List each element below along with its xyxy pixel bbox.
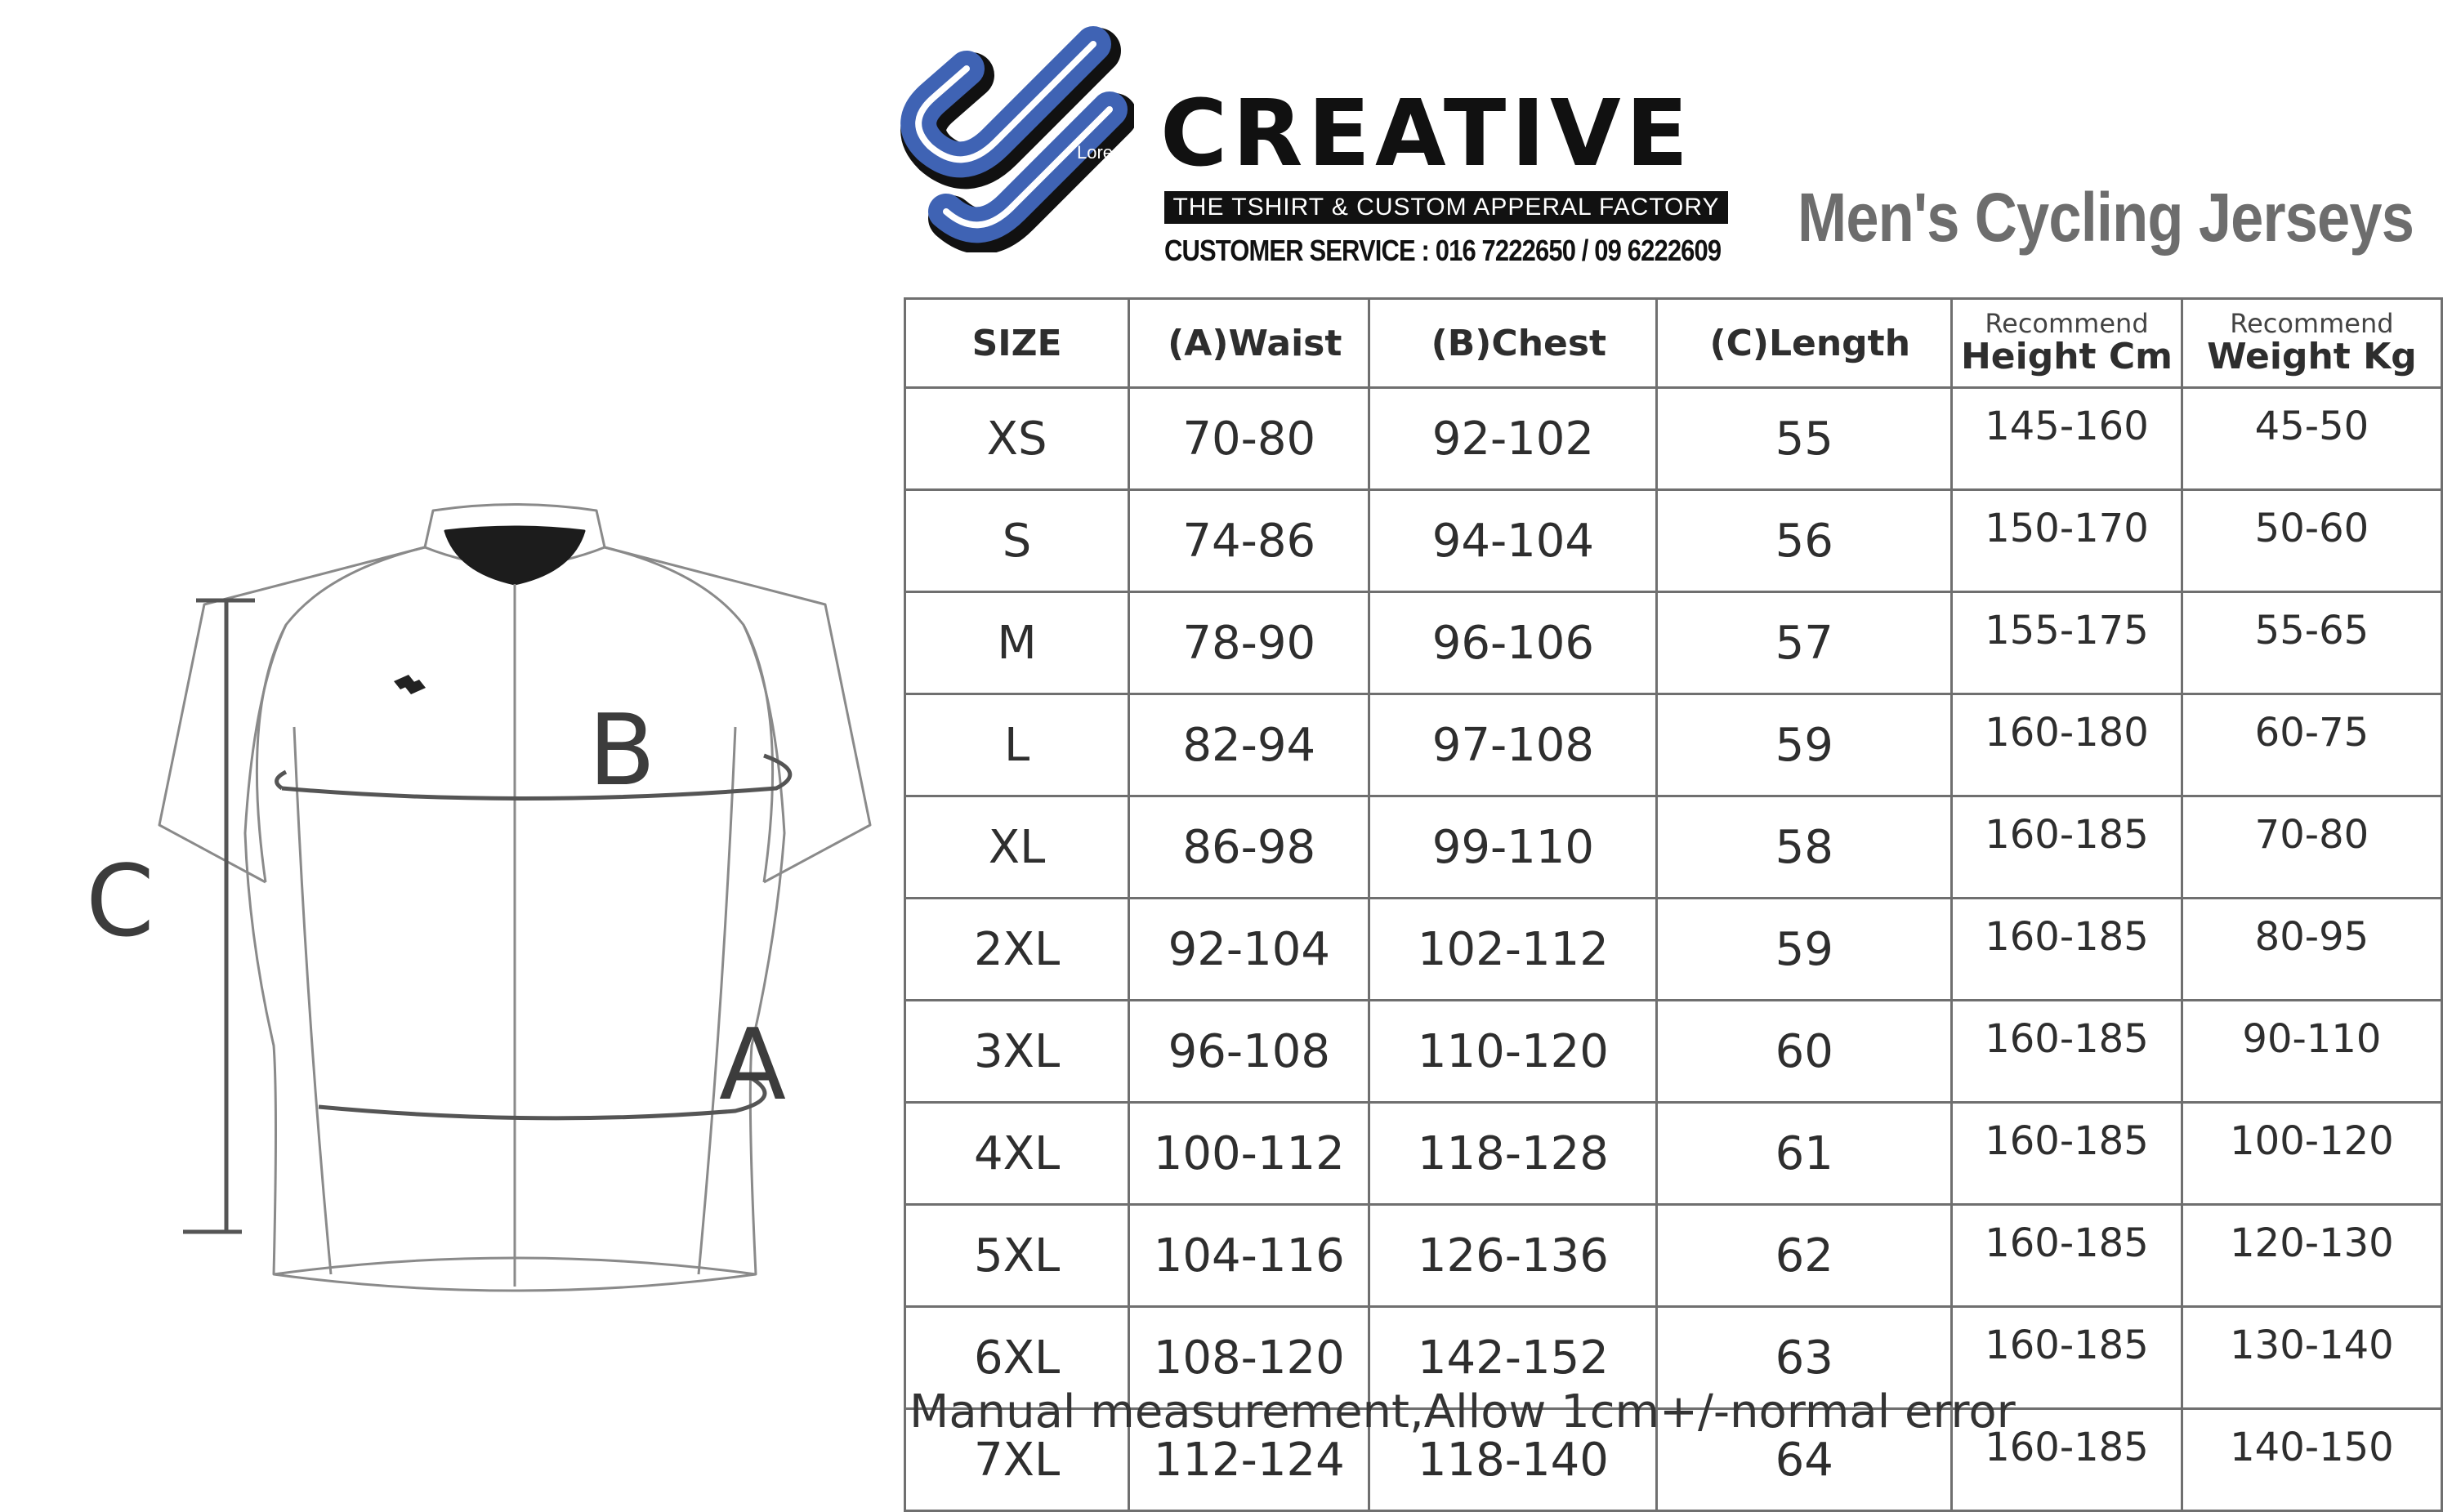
cell-size: 2XL <box>905 899 1129 1001</box>
header-height-sub: Recommend <box>1985 308 2149 340</box>
jersey-logo-icon <box>394 675 426 694</box>
cell-chest: 110-120 <box>1369 1001 1657 1103</box>
cell-size: 4XL <box>905 1103 1129 1205</box>
cell-length: 57 <box>1657 592 1952 694</box>
cell-weight: 130-140 <box>2182 1307 2441 1409</box>
table-header-row <box>905 299 2442 388</box>
header-chest: (B)Chest <box>1369 299 1657 388</box>
cell-size: 7XL <box>905 1409 1129 1511</box>
header-height <box>1952 299 2182 388</box>
cell-waist: 96-108 <box>1129 1001 1369 1103</box>
page-title: Men's Cycling Jerseys <box>1798 179 2414 256</box>
cell-length: 55 <box>1657 388 1952 490</box>
cell-size: 3XL <box>905 1001 1129 1103</box>
header-weight <box>2182 299 2441 388</box>
cell-length: 56 <box>1657 490 1952 592</box>
cell-height: 150-170 <box>1952 490 2182 592</box>
table-row <box>905 796 2442 899</box>
cell-height: 160-185 <box>1952 1307 2182 1409</box>
cell-weight: 55-65 <box>2182 592 2441 694</box>
cell-size: 6XL <box>905 1307 1129 1409</box>
brand-tagline: THE TSHIRT & CUSTOM APPERAL FACTORY <box>1164 191 1728 224</box>
cell-size: 5XL <box>905 1205 1129 1307</box>
jersey-diagram <box>82 482 907 1299</box>
header-waist: (A)Waist <box>1129 299 1369 388</box>
header-length: (C)Length <box>1657 299 1952 388</box>
cell-chest: 118-128 <box>1369 1103 1657 1205</box>
cell-waist: 112-124 <box>1129 1409 1369 1511</box>
creative-logo-mark <box>873 20 1134 252</box>
label-a: A <box>719 1009 787 1122</box>
header-weight-main: Weight Kg <box>2207 335 2417 377</box>
cell-length: 61 <box>1657 1103 1952 1205</box>
table-row <box>905 592 2442 694</box>
placeholder-text: Lorem Ipsum <box>1077 142 1182 163</box>
cell-chest: 99-110 <box>1369 796 1657 899</box>
customer-service-info: CUSTOMER SERVICE : 016 7222650 / 09 6222609 <box>1164 234 1722 267</box>
measurement-footnote: Manual measurement,Allow 1cm+/-normal error <box>909 1385 2016 1438</box>
cell-height: 145-160 <box>1952 388 2182 490</box>
cell-weight: 70-80 <box>2182 796 2441 899</box>
cell-chest: 126-136 <box>1369 1205 1657 1307</box>
table-row <box>905 1001 2442 1103</box>
cell-chest: 97-108 <box>1369 694 1657 796</box>
cell-length: 59 <box>1657 899 1952 1001</box>
cell-waist: 100-112 <box>1129 1103 1369 1205</box>
cell-weight: 90-110 <box>2182 1001 2441 1103</box>
table-row <box>905 899 2442 1001</box>
cell-size: S <box>905 490 1129 592</box>
cell-weight: 100-120 <box>2182 1103 2441 1205</box>
header-height-main: Height Cm <box>1960 335 2173 377</box>
cell-length: 59 <box>1657 694 1952 796</box>
cell-weight: 50-60 <box>2182 490 2441 592</box>
table-body <box>905 388 2442 1511</box>
cell-chest: 118-140 <box>1369 1409 1657 1511</box>
cell-waist: 78-90 <box>1129 592 1369 694</box>
cell-chest: 96-106 <box>1369 592 1657 694</box>
cell-height: 160-185 <box>1952 1001 2182 1103</box>
table-row <box>905 388 2442 490</box>
cell-waist: 74-86 <box>1129 490 1369 592</box>
cell-size: XS <box>905 388 1129 490</box>
cell-weight: 45-50 <box>2182 388 2441 490</box>
cell-weight: 140-150 <box>2182 1409 2441 1511</box>
cell-length: 64 <box>1657 1409 1952 1511</box>
table-row <box>905 694 2442 796</box>
cell-weight: 60-75 <box>2182 694 2441 796</box>
cell-waist: 104-116 <box>1129 1205 1369 1307</box>
cell-waist: 92-104 <box>1129 899 1369 1001</box>
brand-name: CREATIVE <box>1160 81 1694 187</box>
cell-weight: 120-130 <box>2182 1205 2441 1307</box>
cell-size: M <box>905 592 1129 694</box>
cell-length: 58 <box>1657 796 1952 899</box>
cell-height: 160-185 <box>1952 1409 2182 1511</box>
label-c: C <box>86 845 154 959</box>
cell-height: 160-180 <box>1952 694 2182 796</box>
label-b: B <box>588 694 656 808</box>
header-weight-sub: Recommend <box>2230 308 2394 340</box>
header-size: SIZE <box>905 299 1129 388</box>
table-row <box>905 490 2442 592</box>
size-chart-table <box>904 297 2443 1512</box>
cell-height: 160-185 <box>1952 899 2182 1001</box>
table-row <box>905 1205 2442 1307</box>
cell-chest: 102-112 <box>1369 899 1657 1001</box>
cell-chest: 92-102 <box>1369 388 1657 490</box>
cell-size: L <box>905 694 1129 796</box>
cell-height: 155-175 <box>1952 592 2182 694</box>
cell-height: 160-185 <box>1952 1103 2182 1205</box>
cell-length: 60 <box>1657 1001 1952 1103</box>
cell-size: XL <box>905 796 1129 899</box>
cell-length: 62 <box>1657 1205 1952 1307</box>
cell-length: 63 <box>1657 1307 1952 1409</box>
table-row <box>905 1103 2442 1205</box>
cell-height: 160-185 <box>1952 1205 2182 1307</box>
cell-waist: 108-120 <box>1129 1307 1369 1409</box>
cell-waist: 82-94 <box>1129 694 1369 796</box>
cell-height: 160-185 <box>1952 796 2182 899</box>
cell-chest: 94-104 <box>1369 490 1657 592</box>
cell-waist: 86-98 <box>1129 796 1369 899</box>
cell-chest: 142-152 <box>1369 1307 1657 1409</box>
cell-waist: 70-80 <box>1129 388 1369 490</box>
cell-weight: 80-95 <box>2182 899 2441 1001</box>
